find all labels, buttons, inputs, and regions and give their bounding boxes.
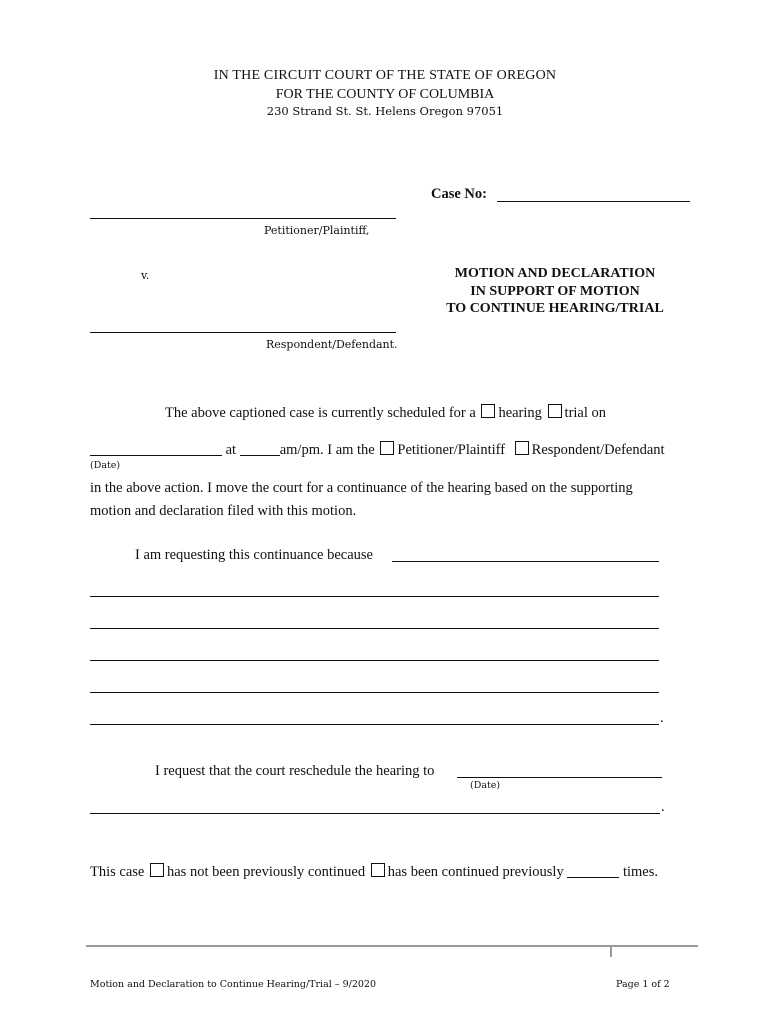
date-role-line [90,441,665,459]
petitioner-name-field[interactable] [90,218,396,219]
reason-field-line3[interactable] [90,628,659,629]
court-header-line1: IN THE CIRCUIT COURT OF THE STATE OF OREGON [213,68,557,83]
document-title-line2: IN SUPPORT OF MOTION [470,284,640,299]
hearing-date-field[interactable] [90,441,222,456]
footer-rule-tick [610,945,612,957]
document-title-line1: MOTION AND DECLARATION [454,266,656,281]
versus-label: v. [141,269,150,282]
action-text-line1: in the above action. I move the court for a continuance of the hearing based on the supporting [90,480,633,496]
ampm-role-text: am/pm. I am the [279,442,375,458]
continued-line [90,863,658,881]
case-number-label: Case No: [431,186,487,202]
reason-field-line1[interactable] [392,561,659,562]
respondent-name-field[interactable] [90,332,396,333]
petitioner-role-checkbox[interactable] [380,441,394,455]
reason-field-line2[interactable] [90,596,659,597]
reschedule-field-line2[interactable] [90,813,660,814]
reason-field-line5[interactable] [90,692,659,693]
not-continued-checkbox[interactable] [150,863,164,877]
reason-period: . [660,710,664,726]
court-header-line2: FOR THE COUNTY OF COLUMBIA [275,87,495,102]
reschedule-period: . [661,799,665,815]
document-title-line3: TO CONTINUE HEARING/TRIAL [446,301,664,316]
times-suffix: times. [622,864,658,880]
at-label: at [225,442,237,458]
case-number-field[interactable] [497,201,690,202]
continued-label: has been continued previously [387,864,564,880]
scheduled-text: The above captioned case is currently scheduled for a [165,405,476,421]
hearing-time-field[interactable] [240,441,280,456]
reason-prefix: I am requesting this continuance because [135,547,373,563]
footer-form-title: Motion and Declaration to Continue Hearing/Trial – 9/2020 [90,979,377,990]
court-address: 230 Strand St. St. Helens Oregon 97051 [266,104,504,118]
reason-field-line6[interactable] [90,724,659,725]
trial-option-label: trial on [564,405,607,421]
footer-page-number: Page 1 of 2 [616,979,670,990]
petitioner-option-label: Petitioner/Plaintiff [397,442,506,458]
not-continued-label: has not been previously continued [166,864,366,880]
hearing-option-label: hearing [498,405,542,421]
respondent-option-label: Respondent/Defendant [531,442,665,458]
action-text-line2: motion and declaration filed with this motion. [90,503,357,519]
scheduled-line [165,404,606,422]
footer-rule [86,945,698,947]
continued-checkbox[interactable] [371,863,385,877]
trial-checkbox[interactable] [548,404,562,418]
times-continued-field[interactable] [567,863,619,878]
respondent-role-checkbox[interactable] [515,441,529,455]
reschedule-date-caption: (Date) [470,780,501,791]
reason-field-line4[interactable] [90,660,659,661]
continued-prefix: This case [90,864,145,880]
reschedule-date-field[interactable] [457,777,662,778]
respondent-label: Respondent/Defendant. [266,338,398,351]
reschedule-prefix: I request that the court reschedule the hearing to [155,763,435,779]
date-caption: (Date) [90,460,121,471]
petitioner-label: Petitioner/Plaintiff, [264,224,370,237]
hearing-checkbox[interactable] [481,404,495,418]
